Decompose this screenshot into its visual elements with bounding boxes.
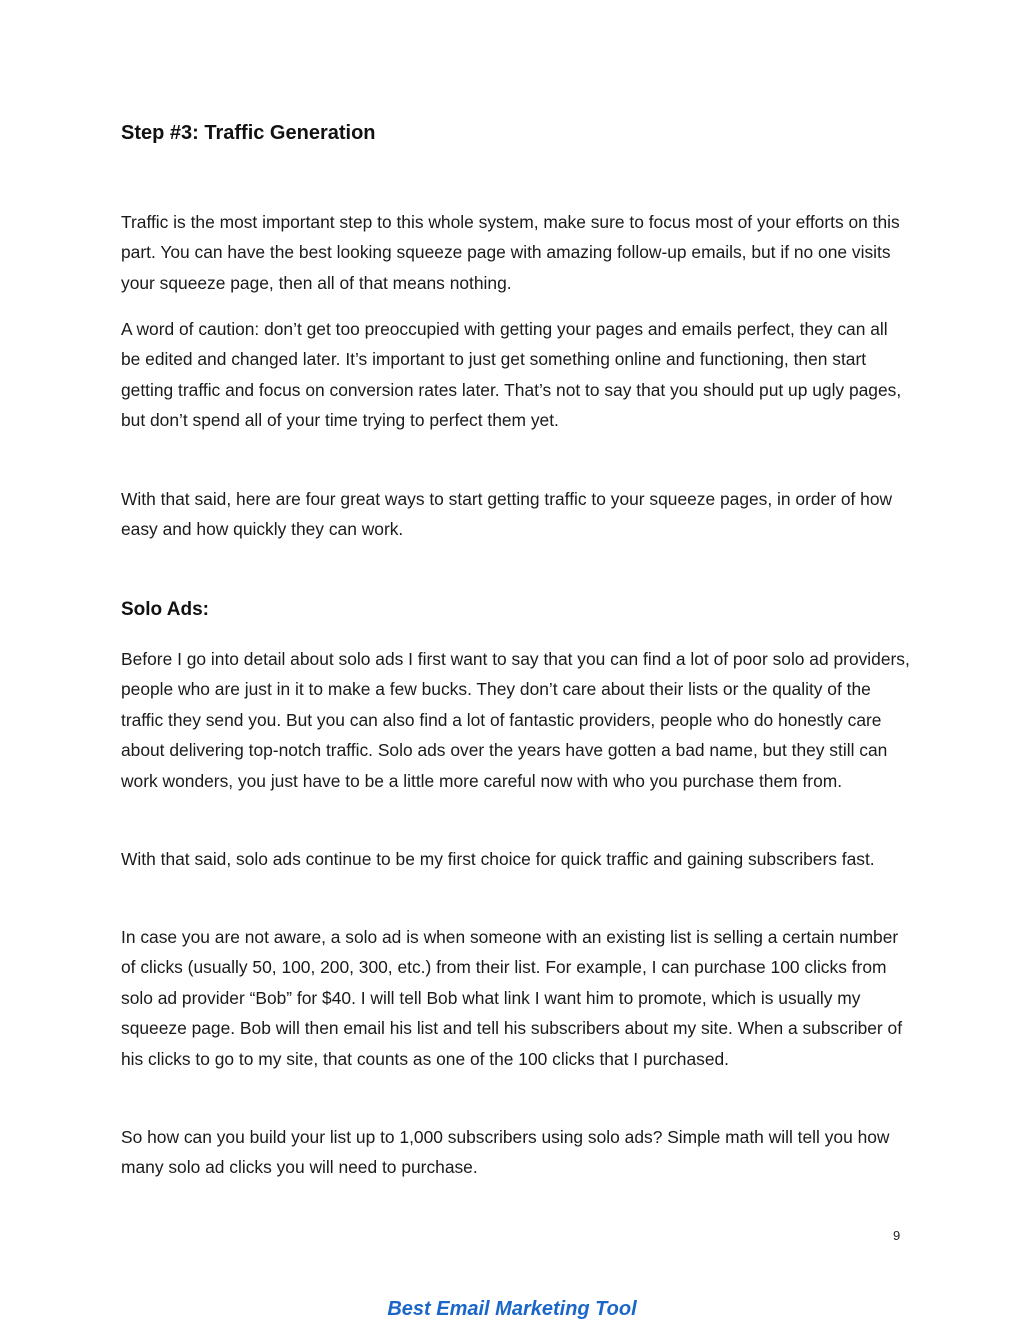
section-title: Step #3: Traffic Generation xyxy=(121,122,376,144)
intro-paragraph-3: With that said, here are four great ways to start getting traffic to your squeeze pages, in order of how easy and how quickly they can work. xyxy=(121,489,893,540)
solo-paragraph-1: Before I go into detail about solo ads I first want to say that you can find a lot of poor solo ad providers, people who are just in it to make a few bucks. They don’t care about their lists or the quality of the traffic they send you. But you can also find a lot of fantastic providers, people who do honestly care about delivering top-notch traffic. Solo ads over the years have gotten a bad name, but they still can work wonders, you just have to be a little more careful now with who you purchase them from. xyxy=(121,649,910,791)
solo-paragraph-3: In case you are not aware, a solo ad is when someone with an existing list is selling a certain number of clicks (usually 50, 100, 200, 300, etc.) from their list. For example, I can purchase 100 clicks from solo ad provider “Bob” for $40. I will tell Bob what link I want him to promote, which is usually my squeeze page. Bob will then email his list and tell his subscribers about my site. When a subscriber of his clicks to go to my site, that counts as one of the 100 clicks that I purchased. xyxy=(121,927,903,1069)
subsection-title: Solo Ads: xyxy=(121,599,209,620)
intro-paragraph-2: A word of caution: don’t get too preoccupied with getting your pages and emails perfect, they can all be edited and changed later. It’s important to just get something online and functioning, then start getting traffic and focus on conversion rates later. That’s not to say that you should put up ugly pages, but don’t spend all of your time trying to perfect them yet. xyxy=(121,319,902,431)
intro-paragraph-1: Traffic is the most important step to this whole system, make sure to focus most of your efforts on this part. You can have the best looking squeeze page with amazing follow-up emails, but if no one visits your squeeze page, then all of that means nothing. xyxy=(121,212,900,293)
solo-paragraph-2: With that said, solo ads continue to be my first choice for quick traffic and gaining subscribers fast. xyxy=(121,849,875,869)
footer-brand-link[interactable]: Best Email Marketing Tool xyxy=(387,1298,637,1320)
page-number: 9 xyxy=(893,1228,901,1243)
solo-paragraph-4: So how can you build your list up to 1,000 subscribers using solo ads? Simple math will tell you how many solo ad clicks you will need to purchase. xyxy=(121,1127,890,1178)
